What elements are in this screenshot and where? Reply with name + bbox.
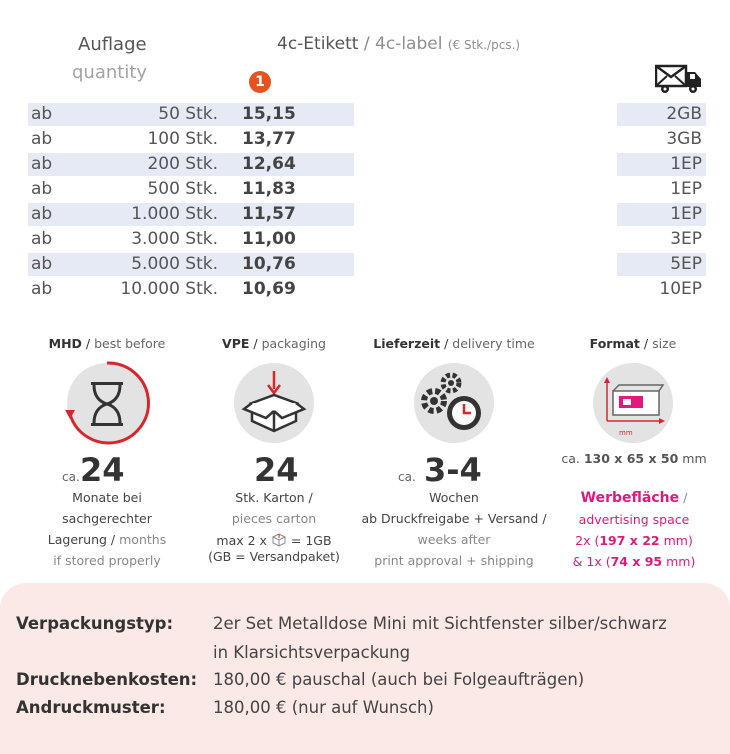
- box-icon: [234, 363, 314, 443]
- mhd-text: Monate bei sachgerechter Lagerung / months if stored properly: [22, 487, 192, 571]
- row-ab: ab: [31, 254, 53, 274]
- format-title-en: size: [652, 336, 677, 351]
- table-row: [28, 177, 706, 202]
- mhd-line3: Lagerung: [47, 532, 107, 547]
- mhd-number: 24: [80, 451, 125, 489]
- format-line4a: & 1x (: [572, 554, 611, 569]
- liefer-text: [349, 487, 559, 571]
- title-unit: (€ Stk./pcs.): [447, 38, 521, 52]
- row-price: 15,15: [242, 104, 296, 124]
- row-ab: ab: [31, 279, 53, 299]
- mhd-title-de: MHD: [48, 336, 82, 351]
- mhd-ca: ca.: [62, 470, 80, 484]
- row-quantity: 10.000 Stk.: [120, 279, 218, 299]
- vpe-title-en: packaging: [261, 336, 326, 351]
- vpe-line2: pieces carton: [231, 511, 317, 526]
- liefer-title-en: delivery time: [452, 336, 535, 351]
- table-row: [28, 252, 706, 277]
- row-price: 11,57: [242, 204, 296, 224]
- column-header-quantity: quantity: [72, 62, 148, 83]
- vpe-text: [189, 487, 359, 565]
- table-row: [28, 277, 706, 302]
- liefer-line2: ab Druckfreigabe + Versand /: [361, 511, 547, 526]
- vpe-line3b: = 1GB: [290, 533, 332, 548]
- table-row: [28, 227, 706, 252]
- row-ab: ab: [31, 229, 53, 249]
- feature-mhd-title: MHD / best before: [48, 336, 166, 351]
- row-shipping: 1EP: [670, 179, 702, 199]
- liefer-title-de: Lieferzeit: [373, 336, 441, 351]
- row-quantity: 5.000 Stk.: [131, 254, 218, 274]
- liefer-line3: weeks after: [417, 532, 491, 547]
- spec-drucknebenkosten-label: Drucknebenkosten:: [16, 670, 198, 689]
- row-quantity: 3.000 Stk.: [131, 229, 218, 249]
- format-line3a: 2x (: [575, 533, 600, 548]
- table-row: [28, 152, 706, 177]
- format-dims-value: 130 x 65 x 50: [583, 451, 679, 466]
- row-price: 11,00: [242, 229, 296, 249]
- row-ab: ab: [31, 104, 53, 124]
- table-row: [28, 102, 706, 127]
- vpe-line1: Stk. Karton /: [235, 490, 313, 505]
- specs-panel: [0, 583, 730, 754]
- spec-verpackungstyp-value-2: in Klarsichtsverpackung: [213, 643, 411, 662]
- liefer-line4: print approval + shipping: [374, 553, 534, 568]
- row-ab: ab: [31, 204, 53, 224]
- price-column-title: [277, 34, 520, 54]
- format-line4b: 74 x 95: [610, 554, 663, 569]
- format-title-de: Format: [589, 336, 640, 351]
- feature-lieferzeit-title: Lieferzeit / delivery time: [373, 336, 535, 351]
- row-shipping: 2GB: [666, 104, 702, 124]
- row-quantity: 1.000 Stk.: [131, 204, 218, 224]
- row-shipping: 3GB: [666, 129, 702, 149]
- number-badge: 1: [249, 71, 271, 93]
- row-price: 11,83: [242, 179, 296, 199]
- gears-clock-icon: [414, 363, 494, 443]
- price-table: [28, 102, 706, 302]
- row-shipping: 1EP: [670, 154, 702, 174]
- row-quantity: 100 Stk.: [147, 129, 218, 149]
- vpe-line3a: max 2 x: [216, 533, 267, 548]
- spec-andruckmuster-value: 180,00 € (nur auf Wunsch): [213, 698, 434, 717]
- mhd-line4: if stored properly: [53, 553, 161, 568]
- shipping-truck-icon: [655, 64, 703, 94]
- row-ab: ab: [31, 179, 53, 199]
- row-shipping: 10EP: [659, 279, 702, 299]
- vpe-number: 24: [254, 451, 299, 489]
- row-ab: ab: [31, 129, 53, 149]
- hourglass-icon: [60, 356, 154, 450]
- row-quantity: 200 Stk.: [147, 154, 218, 174]
- title-en: 4c-label: [375, 34, 443, 54]
- format-ca: ca.: [561, 451, 580, 466]
- format-line1: Werbefläche: [580, 490, 680, 506]
- table-row: [28, 127, 706, 152]
- format-line3c: mm): [659, 533, 693, 548]
- format-dims: [548, 448, 720, 469]
- row-price: 13,77: [242, 129, 296, 149]
- vpe-line4: (GB = Versandpaket): [208, 549, 340, 564]
- spec-andruckmuster-label: Andruckmuster:: [16, 698, 166, 717]
- dimension-box-icon: [593, 363, 673, 443]
- title-separator: /: [358, 34, 376, 54]
- format-line3b: 197 x 22: [599, 533, 660, 548]
- row-price: 10,76: [242, 254, 296, 274]
- row-quantity: 500 Stk.: [147, 179, 218, 199]
- spec-drucknebenkosten-value: 180,00 € pauschal (auch bei Folgeaufträgen): [213, 670, 585, 689]
- format-line2: advertising space: [578, 512, 690, 527]
- column-header-auflage: Auflage: [78, 34, 147, 55]
- row-quantity: 50 Stk.: [158, 104, 218, 124]
- mhd-line2: sachgerechter: [62, 511, 152, 526]
- mhd-line1: Monate bei: [72, 490, 142, 505]
- row-shipping: 5EP: [670, 254, 702, 274]
- vpe-title-de: VPE: [222, 336, 250, 351]
- spec-verpackungstyp-value-1: 2er Set Metalldose Mini mit Sichtfenster silber/schwarz: [213, 614, 667, 633]
- table-row: [28, 202, 706, 227]
- format-mm-label: mm: [619, 429, 633, 437]
- title-de: 4c-Etikett: [277, 34, 359, 54]
- liefer-ca: ca.: [398, 470, 416, 484]
- mhd-line3-en: months: [119, 532, 167, 547]
- row-price: 10,69: [242, 279, 296, 299]
- liefer-number: 3-4: [424, 451, 482, 489]
- format-dims-unit: mm: [682, 451, 707, 466]
- feature-format-title: Format / size: [589, 336, 677, 351]
- format-text: Werbefläche / advertising space 2x (197 x 22 mm) & 1x (74 x 95 mm): [548, 487, 720, 572]
- liefer-line1: Wochen: [429, 490, 479, 505]
- mhd-title-en: best before: [94, 336, 166, 351]
- feature-vpe-title: VPE / packaging: [222, 336, 326, 351]
- row-shipping: 3EP: [670, 229, 702, 249]
- row-ab: ab: [31, 154, 53, 174]
- row-price: 12,64: [242, 154, 296, 174]
- small-box-icon: [271, 533, 287, 547]
- spec-verpackungstyp-label: Verpackungstyp:: [16, 614, 174, 633]
- row-shipping: 1EP: [670, 204, 702, 224]
- format-line4c: mm): [662, 554, 696, 569]
